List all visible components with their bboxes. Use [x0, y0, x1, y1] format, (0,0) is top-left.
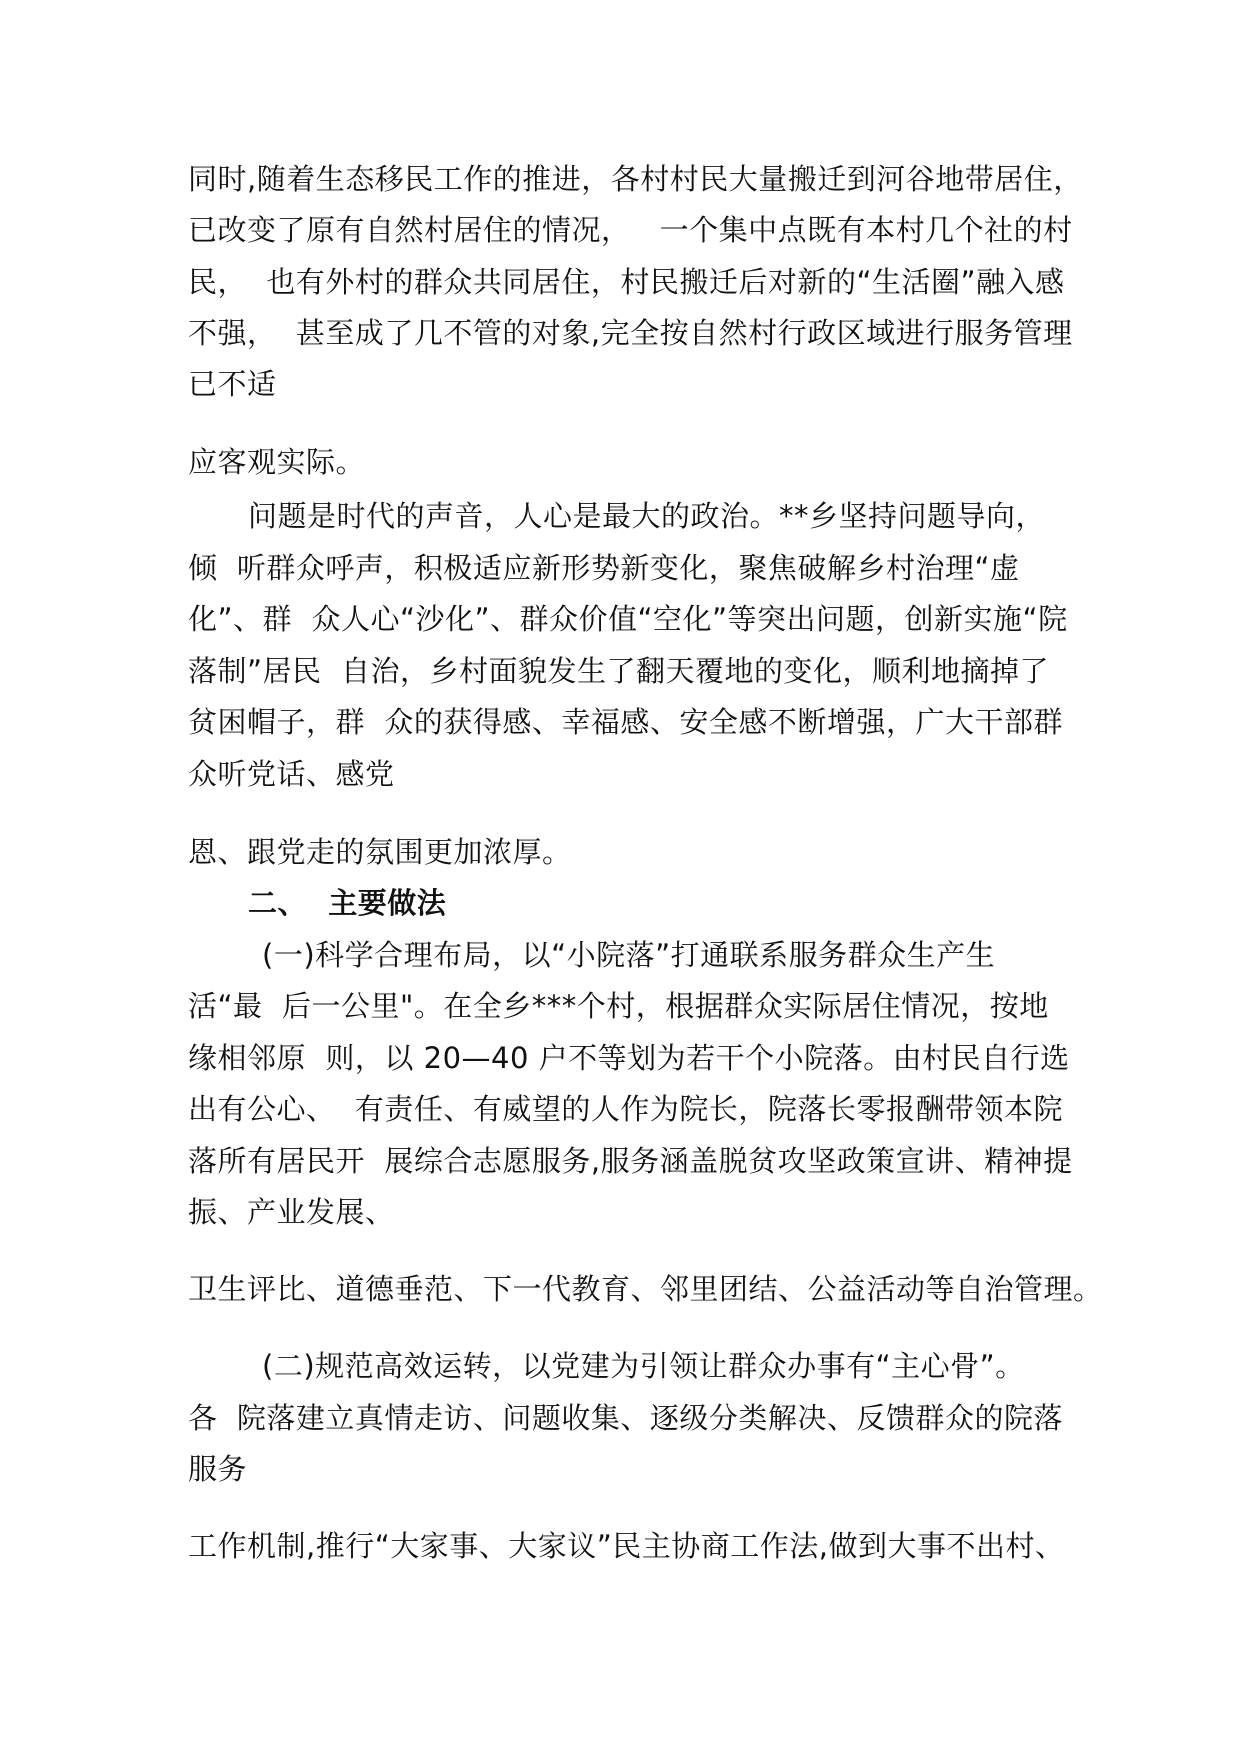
paragraph-line-22: 各 院落建立真情走访、问题收集、逐级分类解决、反馈群众的院落	[188, 1401, 1063, 1435]
paragraph-line-13: 恩、跟党走的氛围更加浓厚。	[188, 835, 572, 869]
paragraph-line-16: 缘相邻原 则，以 20—40 户不等划为若干个小院落。由村民自行选	[188, 1041, 1070, 1075]
section-heading: 二、 主要做法	[248, 886, 447, 920]
paragraph-line-14: (一)科学合理布局，以“小院落”打通联系服务群众生产生	[262, 938, 996, 972]
paragraph-line-2: 已改变了原有自然村居住的情况， 一个集中点既有本村几个社的村	[188, 213, 1073, 247]
paragraph-line-1: 同时,随着生态移民工作的推进，各村村民大量搬迁到河谷地带居住，	[188, 162, 1083, 196]
paragraph-line-9: 化”、群 众人心“沙化”、群众价值“空化”等突出问题，创新实施“院	[188, 602, 1068, 636]
paragraph-line-17: 出有公心、 有责任、有威望的人作为院长，院落长零报酬带领本院	[188, 1092, 1063, 1126]
paragraph-line-23: 服务	[188, 1452, 248, 1486]
paragraph-line-12: 众听党话、感党	[188, 757, 395, 791]
paragraph-line-5: 已不适	[188, 367, 277, 401]
paragraph-line-3: 民， 也有外村的群众共同居住，村民搬迁后对新的“生活圈”融入感	[188, 265, 1065, 299]
paragraph-line-10: 落制”居民 自治，乡村面貌发生了翻天覆地的变化，顺利地摘掉了	[188, 654, 1049, 688]
paragraph-line-11: 贫困帽子，群 众的获得感、幸福感、安全感不断增强，广大干部群	[188, 705, 1063, 739]
paragraph-line-8: 倾 听群众呼声，积极适应新形势新变化，聚焦破解乡村治理“虚	[188, 551, 1020, 585]
paragraph-line-18: 落所有居民开 展综合志愿服务,服务涵盖脱贫攻坚政策宣讲、精神提	[188, 1144, 1073, 1178]
paragraph-line-20: 卫生评比、道德垂范、下一代教育、邻里团结、公益活动等自治管理。	[188, 1272, 1103, 1306]
paragraph-line-19: 振、产业发展、	[188, 1195, 395, 1229]
paragraph-line-21: (二)规范高效运转，以党建为引领让群众办事有“主心骨”。	[262, 1349, 1025, 1383]
paragraph-line-6: 应客观实际。	[188, 445, 366, 479]
paragraph-line-15: 活“最 后一公里"。在全乡***个村，根据群众实际居住情况，按地	[188, 989, 1049, 1023]
paragraph-line-4: 不强， 甚至成了几不管的对象,完全按自然村行政区域进行服务管理	[188, 316, 1073, 350]
paragraph-line-24: 工作机制,推行“大家事、大家议”民主协商工作法,做到大事不出村、	[188, 1529, 1065, 1563]
paragraph-line-7: 问题是时代的声音，人心是最大的政治。**乡坚持问题导向，	[248, 499, 1046, 533]
